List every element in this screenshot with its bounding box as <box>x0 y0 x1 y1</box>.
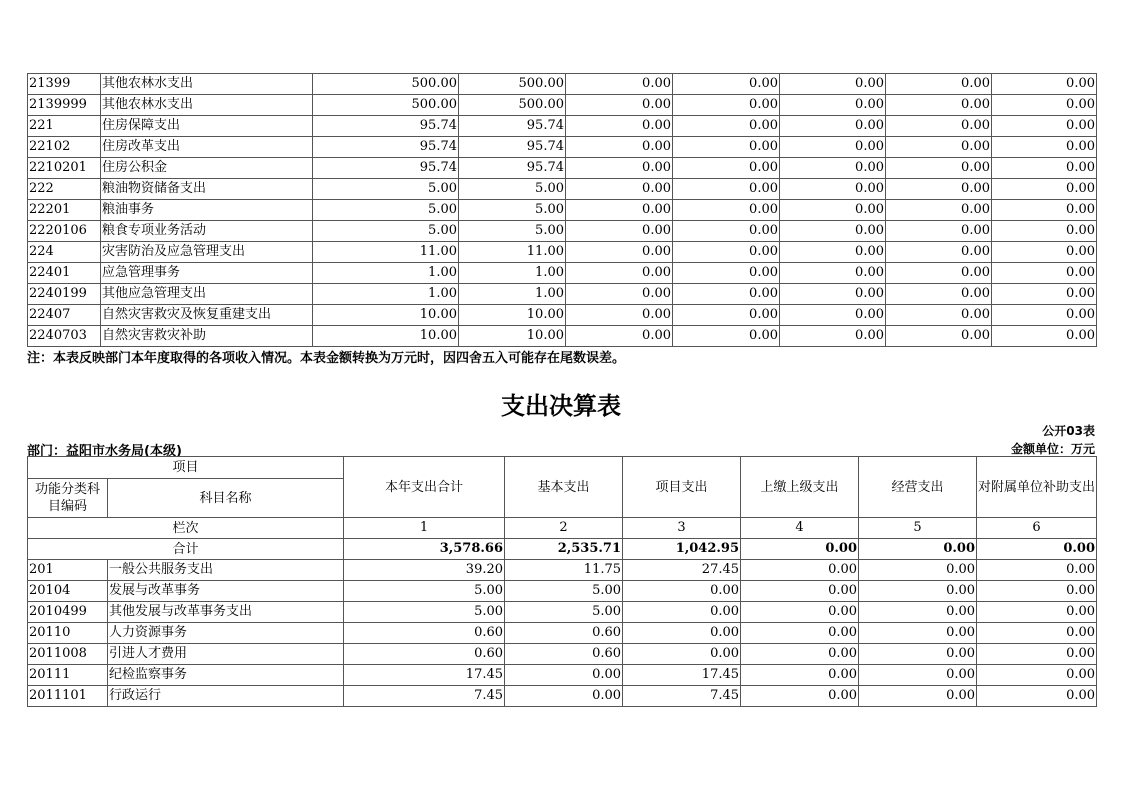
table-row <box>28 665 1097 686</box>
total-value: 0.00 <box>741 539 859 560</box>
row-value: 0.00 <box>977 602 1097 623</box>
row-code: 2139999 <box>28 95 101 116</box>
table-row <box>28 200 1097 221</box>
row-value: 95.74 <box>313 158 459 179</box>
row-value: 0.00 <box>992 326 1097 347</box>
row-value: 0.00 <box>566 137 673 158</box>
row-value: 5.00 <box>313 221 459 242</box>
row-value: 0.00 <box>992 242 1097 263</box>
row-value: 5.00 <box>505 581 623 602</box>
row-value: 0.00 <box>886 116 992 137</box>
table-row <box>28 581 1097 602</box>
row-value: 95.74 <box>459 116 566 137</box>
row-value: 0.00 <box>566 74 673 95</box>
row-value: 5.00 <box>459 221 566 242</box>
col-num: 2 <box>505 518 623 539</box>
col-num: 6 <box>977 518 1097 539</box>
row-value: 10.00 <box>313 305 459 326</box>
row-value: 1.00 <box>459 263 566 284</box>
row-value: 0.00 <box>992 74 1097 95</box>
row-value: 0.00 <box>977 686 1097 707</box>
row-value: 0.00 <box>623 623 741 644</box>
total-value: 0.00 <box>977 539 1097 560</box>
col-num: 3 <box>623 518 741 539</box>
row-value: 0.00 <box>992 158 1097 179</box>
row-value: 0.00 <box>673 116 780 137</box>
total-value: 2,535.71 <box>505 539 623 560</box>
row-value: 0.60 <box>344 623 505 644</box>
row-value: 0.00 <box>886 326 992 347</box>
row-value: 0.00 <box>992 221 1097 242</box>
table-row <box>28 326 1097 347</box>
row-value: 0.00 <box>992 284 1097 305</box>
row-value: 0.00 <box>780 305 886 326</box>
table-row <box>28 179 1097 200</box>
row-value: 0.00 <box>566 116 673 137</box>
col-num: 4 <box>741 518 859 539</box>
table-row <box>28 263 1097 284</box>
row-value: 7.45 <box>344 686 505 707</box>
row-value: 0.00 <box>886 95 992 116</box>
row-code: 20104 <box>28 581 108 602</box>
header-code: 功能分类科目编码 <box>28 479 108 518</box>
row-value: 0.00 <box>992 137 1097 158</box>
row-name: 粮油物资储备支出 <box>101 179 313 200</box>
table-row <box>28 158 1097 179</box>
row-value: 0.00 <box>780 263 886 284</box>
row-name: 引进人才费用 <box>108 644 344 665</box>
row-value: 0.00 <box>780 179 886 200</box>
row-value: 0.00 <box>741 623 859 644</box>
col-num: 1 <box>344 518 505 539</box>
header-item: 项目 <box>28 457 344 479</box>
table-row <box>28 560 1097 581</box>
row-value: 0.00 <box>780 242 886 263</box>
row-value: 0.00 <box>566 305 673 326</box>
row-value: 95.74 <box>313 137 459 158</box>
row-value: 39.20 <box>344 560 505 581</box>
row-code: 2240703 <box>28 326 101 347</box>
header-col-5: 经营支出 <box>859 457 977 518</box>
row-value: 0.00 <box>673 284 780 305</box>
row-value: 0.00 <box>673 326 780 347</box>
total-label: 合计 <box>28 539 344 560</box>
row-value: 0.00 <box>886 137 992 158</box>
row-code: 222 <box>28 179 101 200</box>
row-value: 0.00 <box>780 74 886 95</box>
table-row <box>28 221 1097 242</box>
row-value: 11.75 <box>505 560 623 581</box>
row-name: 发展与改革事务 <box>108 581 344 602</box>
table-row <box>28 623 1097 644</box>
row-value: 0.00 <box>623 644 741 665</box>
row-code: 21399 <box>28 74 101 95</box>
row-value: 1.00 <box>459 284 566 305</box>
col-num: 5 <box>859 518 977 539</box>
row-value: 17.45 <box>623 665 741 686</box>
row-value: 0.00 <box>566 179 673 200</box>
row-value: 27.45 <box>623 560 741 581</box>
row-value: 0.00 <box>505 686 623 707</box>
row-code: 201 <box>28 560 108 581</box>
row-code: 221 <box>28 116 101 137</box>
row-name: 行政运行 <box>108 686 344 707</box>
row-value: 0.00 <box>977 665 1097 686</box>
row-value: 0.00 <box>623 602 741 623</box>
row-code: 2210201 <box>28 158 101 179</box>
row-value: 0.00 <box>886 179 992 200</box>
row-value: 0.00 <box>886 284 992 305</box>
header-col-2: 基本支出 <box>505 457 623 518</box>
row-value: 0.00 <box>859 602 977 623</box>
row-value: 0.00 <box>623 581 741 602</box>
table-row <box>28 74 1097 95</box>
form-number: 公开03表 <box>1042 424 1095 438</box>
row-value: 0.00 <box>780 137 886 158</box>
row-name: 人力资源事务 <box>108 623 344 644</box>
row-value: 0.00 <box>673 179 780 200</box>
row-value: 5.00 <box>313 200 459 221</box>
row-value: 11.00 <box>459 242 566 263</box>
row-value: 0.60 <box>344 644 505 665</box>
row-code: 224 <box>28 242 101 263</box>
row-value: 0.00 <box>566 284 673 305</box>
row-value: 0.00 <box>992 95 1097 116</box>
row-value: 0.00 <box>741 581 859 602</box>
row-code: 22401 <box>28 263 101 284</box>
row-value: 0.00 <box>780 284 886 305</box>
table-row <box>28 95 1097 116</box>
row-value: 0.00 <box>859 644 977 665</box>
row-value: 0.00 <box>741 560 859 581</box>
row-value: 5.00 <box>313 179 459 200</box>
total-value: 3,578.66 <box>344 539 505 560</box>
row-value: 95.74 <box>459 158 566 179</box>
row-value: 5.00 <box>459 179 566 200</box>
table-row <box>28 137 1097 158</box>
header-col-4: 上缴上级支出 <box>741 457 859 518</box>
row-value: 0.00 <box>673 242 780 263</box>
row-value: 0.00 <box>886 158 992 179</box>
row-value: 0.00 <box>780 158 886 179</box>
row-name: 自然灾害救灾及恢复重建支出 <box>101 305 313 326</box>
total-value: 1,042.95 <box>623 539 741 560</box>
row-value: 0.00 <box>673 137 780 158</box>
row-name: 纪检监察事务 <box>108 665 344 686</box>
row-name: 应急管理事务 <box>101 263 313 284</box>
row-code: 2011101 <box>28 686 108 707</box>
row-value: 500.00 <box>313 95 459 116</box>
row-value: 0.00 <box>566 200 673 221</box>
row-value: 10.00 <box>459 326 566 347</box>
row-value: 0.00 <box>673 95 780 116</box>
total-row <box>28 539 1097 560</box>
amount-unit: 金额单位：万元 <box>1010 442 1095 456</box>
header-col-6: 对附属单位补助支出 <box>977 457 1097 518</box>
row-value: 5.00 <box>344 581 505 602</box>
row-value: 0.00 <box>780 200 886 221</box>
row-code: 20110 <box>28 623 108 644</box>
row-value: 0.00 <box>977 560 1097 581</box>
row-value: 5.00 <box>459 200 566 221</box>
row-value: 0.00 <box>673 74 780 95</box>
header-col-3: 项目支出 <box>623 457 741 518</box>
row-value: 5.00 <box>505 602 623 623</box>
row-code: 2240199 <box>28 284 101 305</box>
row-code: 2011008 <box>28 644 108 665</box>
row-value: 0.00 <box>992 305 1097 326</box>
table-row <box>28 644 1097 665</box>
row-name: 住房改革支出 <box>101 137 313 158</box>
table-row <box>28 602 1097 623</box>
row-code: 22407 <box>28 305 101 326</box>
row-value: 0.00 <box>673 221 780 242</box>
header-name: 科目名称 <box>108 479 344 518</box>
row-value: 0.00 <box>992 263 1097 284</box>
row-value: 0.00 <box>977 581 1097 602</box>
row-name: 灾害防治及应急管理支出 <box>101 242 313 263</box>
row-value: 0.00 <box>741 686 859 707</box>
row-value: 0.00 <box>673 200 780 221</box>
row-value: 500.00 <box>313 74 459 95</box>
row-code: 22102 <box>28 137 101 158</box>
row-value: 0.00 <box>741 602 859 623</box>
income-table <box>27 73 1097 347</box>
row-value: 11.00 <box>313 242 459 263</box>
row-value: 0.00 <box>977 623 1097 644</box>
row-value: 0.00 <box>780 116 886 137</box>
expense-table <box>27 456 1097 707</box>
row-value: 95.74 <box>459 137 566 158</box>
income-table-note: 注：本表反映部门本年度取得的各项收入情况。本表金额转换为万元时，因四舍五入可能存在尾数误差。 <box>27 351 626 366</box>
row-value: 0.00 <box>673 305 780 326</box>
row-value: 0.00 <box>566 221 673 242</box>
row-value: 1.00 <box>313 284 459 305</box>
header-lanci: 栏次 <box>28 518 344 539</box>
row-value: 0.00 <box>673 158 780 179</box>
table-row <box>28 686 1097 707</box>
row-code: 22201 <box>28 200 101 221</box>
row-name: 其他农林水支出 <box>101 74 313 95</box>
row-name: 其他农林水支出 <box>101 95 313 116</box>
row-name: 粮食专项业务活动 <box>101 221 313 242</box>
row-value: 0.00 <box>780 326 886 347</box>
row-value: 0.00 <box>566 326 673 347</box>
row-value: 0.00 <box>886 221 992 242</box>
expense-table-title: 支出决算表 <box>501 392 621 420</box>
row-value: 0.00 <box>741 665 859 686</box>
header-col-1: 本年支出合计 <box>344 457 505 518</box>
row-value: 0.00 <box>780 221 886 242</box>
row-value: 0.00 <box>566 242 673 263</box>
row-value: 0.00 <box>886 263 992 284</box>
row-value: 5.00 <box>344 602 505 623</box>
row-value: 0.00 <box>886 305 992 326</box>
row-value: 0.00 <box>859 560 977 581</box>
row-value: 0.00 <box>566 158 673 179</box>
table-row <box>28 305 1097 326</box>
row-value: 0.00 <box>992 179 1097 200</box>
table-row <box>28 116 1097 137</box>
row-name: 自然灾害救灾补助 <box>101 326 313 347</box>
row-value: 0.00 <box>859 581 977 602</box>
row-value: 0.00 <box>859 665 977 686</box>
row-value: 0.00 <box>673 263 780 284</box>
row-value: 0.00 <box>992 200 1097 221</box>
row-value: 0.00 <box>566 95 673 116</box>
row-value: 95.74 <box>313 116 459 137</box>
row-value: 500.00 <box>459 95 566 116</box>
row-value: 10.00 <box>313 326 459 347</box>
row-value: 0.00 <box>566 263 673 284</box>
row-value: 0.60 <box>505 644 623 665</box>
row-name: 住房保障支出 <box>101 116 313 137</box>
row-value: 0.00 <box>992 116 1097 137</box>
row-name: 其他发展与改革事务支出 <box>108 602 344 623</box>
row-code: 20111 <box>28 665 108 686</box>
row-value: 0.00 <box>505 665 623 686</box>
row-name: 粮油事务 <box>101 200 313 221</box>
row-value: 0.00 <box>977 644 1097 665</box>
row-value: 17.45 <box>344 665 505 686</box>
row-value: 1.00 <box>313 263 459 284</box>
table-row <box>28 242 1097 263</box>
table-row <box>28 284 1097 305</box>
row-value: 0.00 <box>780 95 886 116</box>
row-code: 2010499 <box>28 602 108 623</box>
row-value: 0.60 <box>505 623 623 644</box>
row-code: 2220106 <box>28 221 101 242</box>
row-value: 0.00 <box>886 74 992 95</box>
row-value: 0.00 <box>859 686 977 707</box>
row-value: 0.00 <box>741 644 859 665</box>
row-value: 7.45 <box>623 686 741 707</box>
row-value: 0.00 <box>886 242 992 263</box>
row-value: 500.00 <box>459 74 566 95</box>
row-name: 其他应急管理支出 <box>101 284 313 305</box>
row-name: 住房公积金 <box>101 158 313 179</box>
department-label: 部门：益阳市水务局(本级) <box>27 444 182 459</box>
row-value: 10.00 <box>459 305 566 326</box>
row-value: 0.00 <box>859 623 977 644</box>
total-value: 0.00 <box>859 539 977 560</box>
row-name: 一般公共服务支出 <box>108 560 344 581</box>
row-value: 0.00 <box>886 200 992 221</box>
